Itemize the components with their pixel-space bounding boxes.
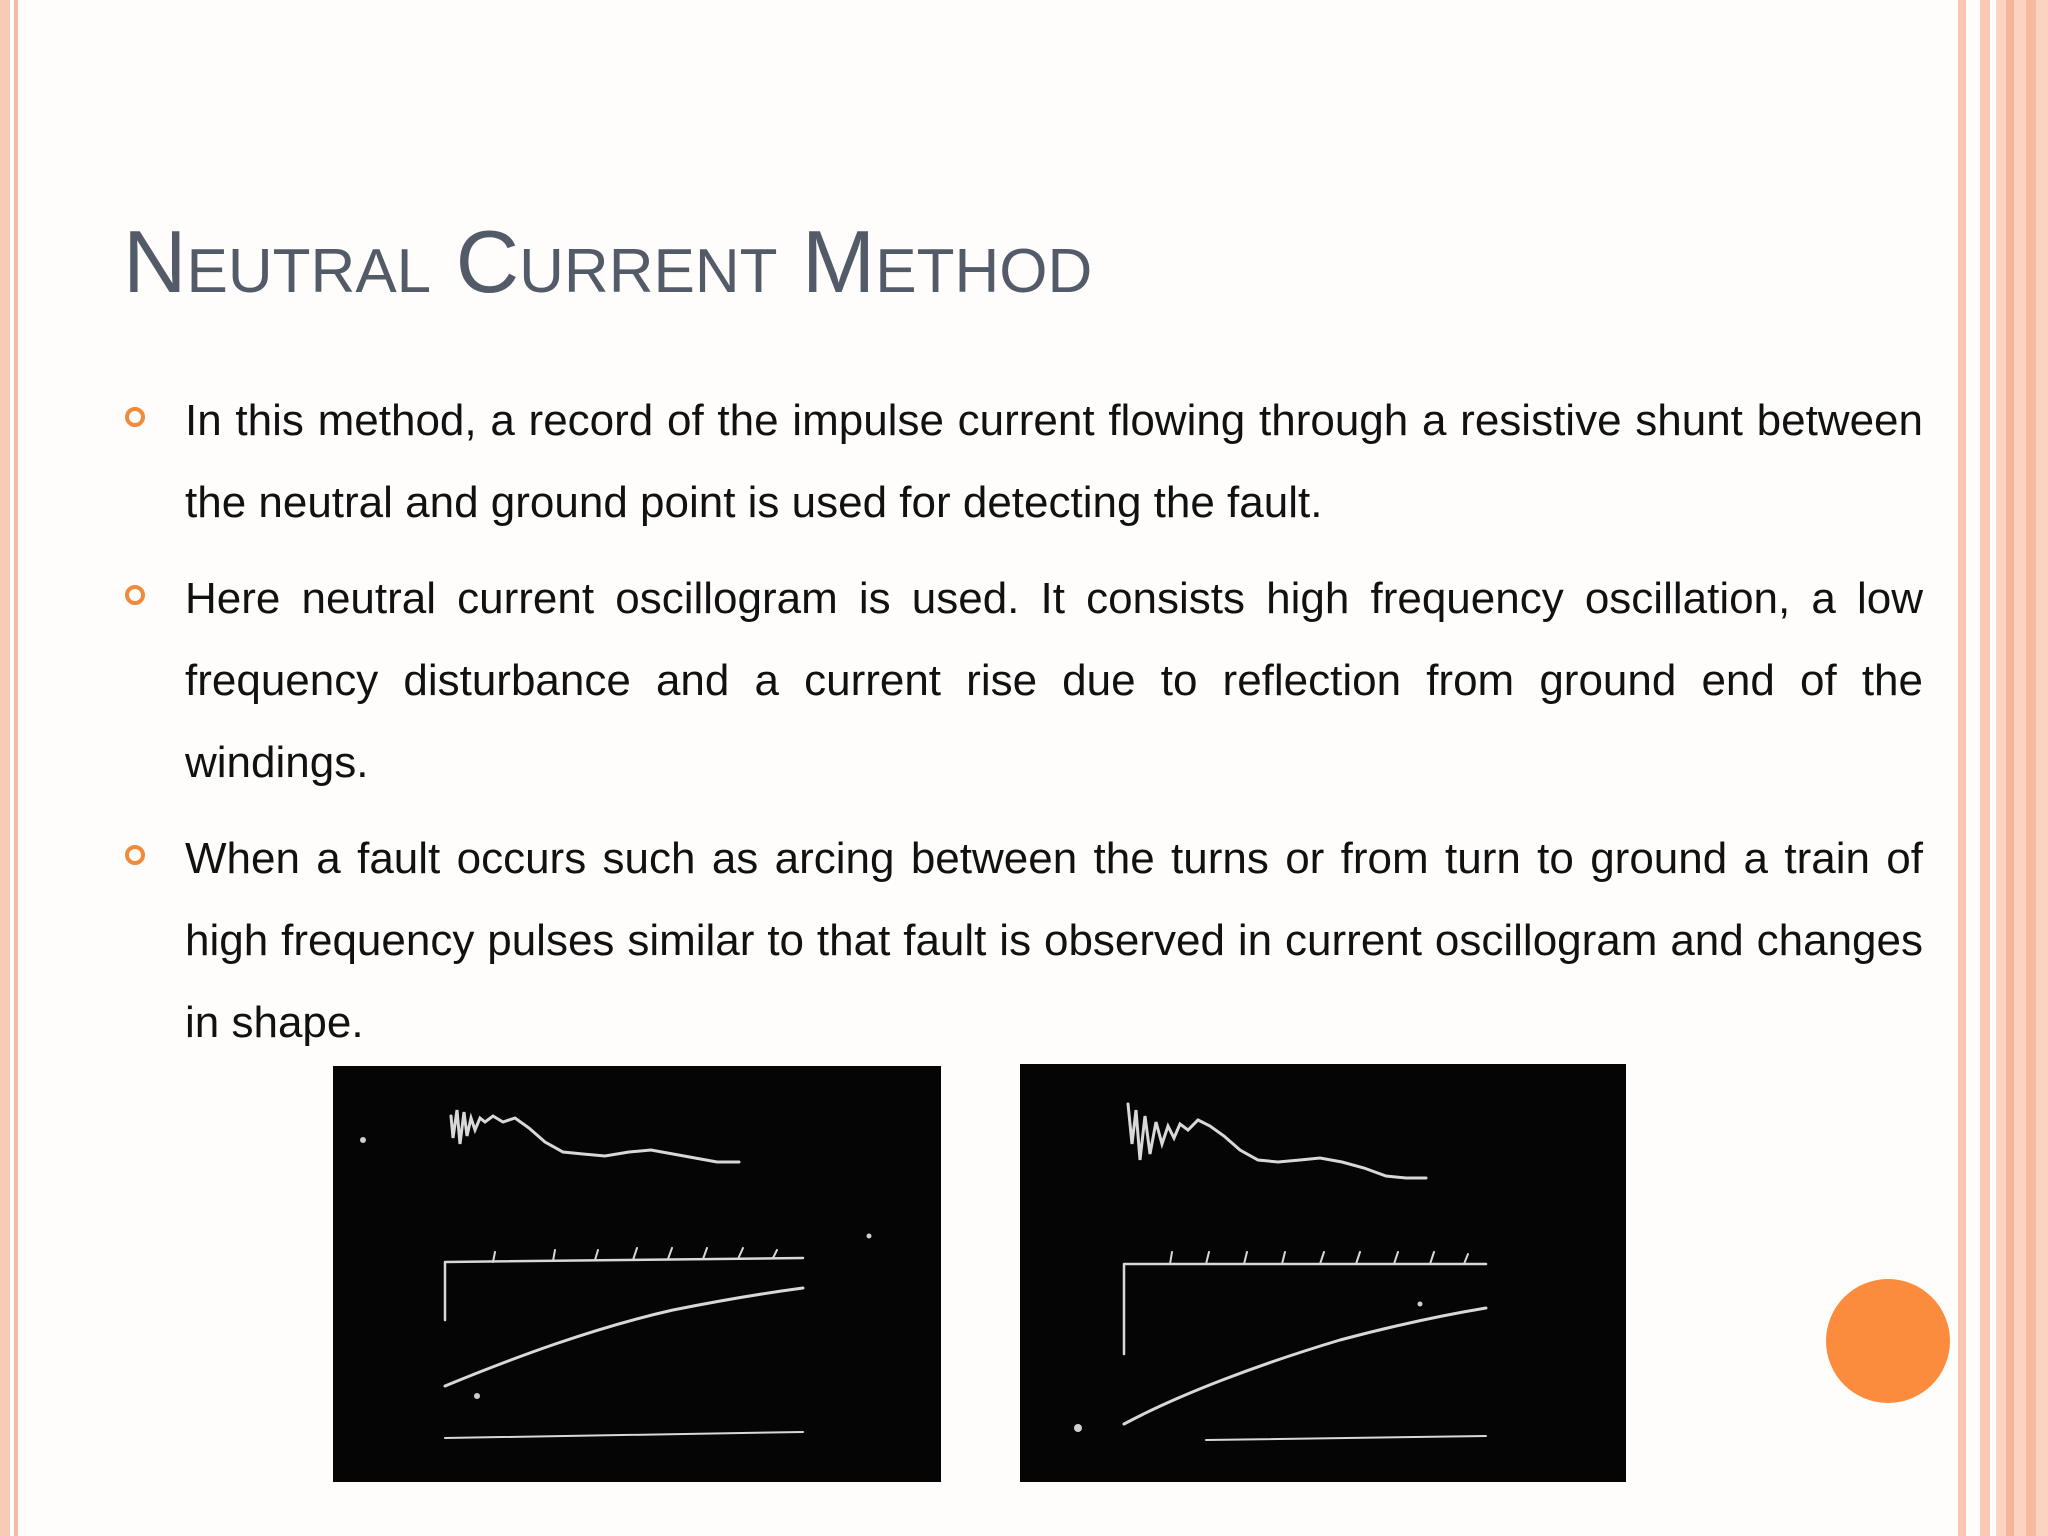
oscillogram-right-trace [1020,1064,1626,1482]
oscillogram-left-trace [333,1066,941,1482]
bullet-ring-icon [125,585,145,605]
left-border-stripe [0,0,10,1536]
left-border-line [14,0,18,1536]
bullet-list [125,380,1923,1078]
accent-circle [1826,1279,1950,1403]
bullet-item [125,380,1923,544]
right-border-stripe-2 [1980,0,1990,1536]
oscillogram-left [333,1066,941,1482]
bullet-text: When a fault occurs such as arcing between the turns or from turn to ground a train of high frequency pulses similar to that fault is observed in current oscillogram and changes in shape. [185,834,1923,1047]
oscillogram-right [1020,1064,1626,1482]
bullet-ring-icon [125,407,145,427]
bullet-item [125,818,1923,1064]
slide-title: Neutral Current Method [123,212,1093,311]
right-border-band [1996,0,2048,1536]
right-border-stripe-3 [2006,0,2014,1536]
bullet-ring-icon [125,845,145,865]
bullet-text: Here neutral current oscillogram is used. It consists high frequency oscillation, a low frequency disturbance and a current rise due to reflection from ground end of the windings. [185,574,1923,787]
right-border-stripe-4 [2026,0,2036,1536]
bullet-text: In this method, a record of the impulse current flowing through a resistive shunt between the neutral and ground point is used for detecting the fault. [185,396,1923,527]
right-border-stripe-1 [1958,0,1966,1536]
bullet-item [125,558,1923,804]
